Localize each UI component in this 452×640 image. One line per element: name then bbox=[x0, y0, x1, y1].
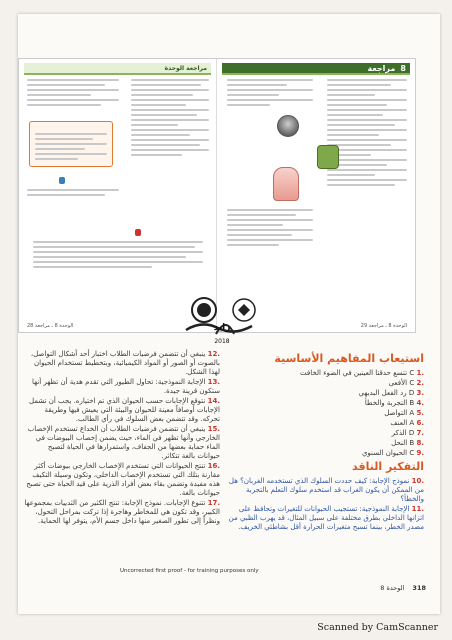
answer-text: D رد الفعل البديهي bbox=[358, 389, 415, 397]
answer-number: .16 bbox=[207, 462, 220, 470]
answer-item bbox=[224, 399, 424, 408]
answer-text: C الأفعى bbox=[388, 379, 415, 387]
answer-text: ينبغي أن تتضمن فرضيات الطلاب أن الخداع تستخدم الإخصاب الخارجي وأنها تظهر في الماء، حيث يضمن إخصاب البيوضات في الماء حماية بعضها من الجفاف، واستمرارها في الحياة لتصبح حيوانات بالغة تتكاثر. bbox=[27, 425, 220, 460]
answer-text: نتوقع الإجابات حسب الحيوان الذي تم اختياره. يجب أن تشمل الإجابات أوصافاً معينة للحيوان والبيئة التي يعيش فيها وطريقة تحركه. وقد تتضمن بعض السلوك في رأي الطالب. bbox=[28, 397, 220, 423]
answer-item bbox=[224, 477, 424, 504]
proof-disclaimer: Uncorrected first proof - for training purposes only bbox=[120, 568, 259, 574]
answer-number: .14 bbox=[207, 397, 220, 405]
stamp-text: زايد bbox=[213, 323, 231, 333]
answer-item bbox=[24, 378, 220, 396]
answer-item bbox=[224, 505, 424, 532]
answer-item bbox=[224, 419, 424, 428]
footer-page-number: 318 bbox=[412, 584, 426, 592]
answer-number: .1 bbox=[416, 369, 424, 377]
answer-text: C الحيوان السنوي bbox=[361, 449, 415, 457]
left-page-footer-label: الوحدة 8 ـ مراجعة bbox=[34, 323, 74, 329]
answer-item bbox=[224, 429, 424, 438]
answer-text: نموذج الإجابة: كيف حددت السلوك الذي تستخدمه الغربان؟ هل من الممكن أن يكون الغراب قد استخدم سلوك التعلم بالتجربة والخطأ؟ bbox=[228, 477, 424, 503]
left-page-number: 28 bbox=[27, 323, 34, 329]
answer-number: .4 bbox=[416, 399, 424, 407]
answer-text: تنتج الحيوانات التي تستخدم الإخصاب الخارجي بيوضات أكثر مقارنة بتلك التي تستخدم الإخصاب الداخلي، وتكون وسيلة التكيف هذه مفيدة وتضمن بقاء بعض أفراد الذرية على قيد الحياة حتى تصبح حيوانات بالغة. bbox=[26, 462, 220, 497]
answer-item bbox=[24, 350, 220, 377]
answer-number: .7 bbox=[416, 429, 424, 437]
answer-text: A التواصل bbox=[384, 409, 415, 417]
answer-number: .3 bbox=[416, 389, 424, 397]
left-page-text-block bbox=[131, 79, 209, 159]
answer-number: .13 bbox=[207, 378, 220, 386]
answer-number: .5 bbox=[416, 409, 424, 417]
answer-text: B النحل bbox=[391, 439, 415, 447]
right-page-header bbox=[222, 63, 410, 75]
core-concepts-answer-list bbox=[224, 369, 424, 458]
footer-unit-label: الوحدة 8 bbox=[380, 584, 405, 592]
answer-text: الإجابة النموذجية: تستجيب الحيوانات للتغيرات وتحافظ على اتزانها الداخلي بطرق مختلفة على سبيل المثال، قد يهرب الظبي من مصدر الخطر، بينما تسبح متغيرات الحرارة أقل بشاطئي الخريف. bbox=[228, 505, 424, 531]
answer-text: B التجربة والخطأ bbox=[364, 399, 415, 407]
answer-text: C تتسع حدقتا العينين في الضوء الخافت bbox=[300, 369, 415, 377]
answer-item bbox=[224, 369, 424, 378]
right-page-footer-label: الوحدة 8 ـ مراجعة bbox=[368, 323, 407, 329]
answer-item bbox=[224, 439, 424, 448]
extended-answer-list bbox=[24, 350, 220, 526]
wolf-image bbox=[277, 115, 299, 137]
answer-column-right bbox=[224, 350, 424, 533]
answer-number: .15 bbox=[207, 425, 220, 433]
left-page-text-block-3 bbox=[27, 189, 119, 199]
answer-item bbox=[24, 499, 220, 526]
left-page-text-block-2 bbox=[27, 79, 119, 109]
page-footer bbox=[380, 584, 426, 592]
answer-number: .10 bbox=[411, 477, 424, 485]
scanner-credit: Scanned by CamScanner bbox=[317, 622, 438, 633]
answer-number: .9 bbox=[416, 449, 424, 457]
section-title-core-concepts: استيعاب المفاهيم الأساسية bbox=[274, 352, 424, 365]
answer-text: A العنف bbox=[390, 419, 415, 427]
right-page-number: 29 bbox=[360, 323, 368, 329]
left-page-wide-text bbox=[33, 241, 203, 271]
section-title-critical-thinking: التفكير الناقد bbox=[352, 460, 424, 473]
answer-text: D الذكر bbox=[391, 429, 415, 437]
answer-number: .12 bbox=[207, 350, 220, 358]
left-page-header bbox=[24, 63, 211, 75]
right-page-footer bbox=[361, 323, 407, 329]
watermark-stamp bbox=[182, 290, 264, 346]
answer-text: ينبغي أن تتضمن فرضيات الطلاب اختبار أحد أشكال التواصل، بالصوت أو الصور أو المواد الكيميائية، وبتخطيط تستخدام الحيوان لهذا الشكل. bbox=[30, 350, 220, 376]
right-page-text-block-3 bbox=[227, 209, 313, 249]
left-page-box-text bbox=[35, 133, 107, 163]
critical-thinking-answer-list bbox=[224, 477, 424, 532]
answer-item bbox=[24, 425, 220, 461]
left-page-header-title: مراجعة الوحدة bbox=[164, 64, 207, 72]
answer-item bbox=[224, 379, 424, 388]
answer-item bbox=[24, 462, 220, 498]
answer-item bbox=[24, 397, 220, 424]
left-page-red-label bbox=[135, 229, 141, 236]
answer-number: .17 bbox=[207, 499, 220, 507]
left-page-blue-label bbox=[59, 177, 65, 184]
worm-image bbox=[273, 167, 299, 201]
answer-item bbox=[224, 389, 424, 398]
answer-item bbox=[224, 409, 424, 418]
answer-number: .8 bbox=[416, 439, 424, 447]
right-page-text-block-2 bbox=[227, 79, 313, 109]
answer-text: تتنوع الإجابات. نموذج الإجابة: تنتج الكثير من الثدييات بمجموعها الكبير، وقد تكون هي للمخاطر وهاجرة إذا تركت بمراحل التحول، ونظراً إلى تطور الصغير منها داخل جسم الأم، يتوفر لها الحماية. bbox=[24, 499, 220, 525]
answer-number: .2 bbox=[416, 379, 424, 387]
stamp-year: 2018 bbox=[214, 338, 230, 345]
right-page-text-block bbox=[327, 79, 407, 189]
answer-column-left bbox=[24, 350, 220, 527]
answer-text: الإجابة النموذجية: تحاول الطيور التي تقدم هدية أن تظهر أنها ستكون قرينة جيدة. bbox=[31, 378, 220, 395]
answer-number: .6 bbox=[416, 419, 424, 427]
right-page-header-title: مراجعة bbox=[367, 63, 396, 73]
left-page-footer bbox=[27, 323, 73, 329]
answer-number: .11 bbox=[411, 505, 424, 513]
answer-item bbox=[224, 449, 424, 458]
right-page-unit-number: 8 bbox=[400, 63, 406, 73]
plant-image bbox=[317, 145, 339, 169]
